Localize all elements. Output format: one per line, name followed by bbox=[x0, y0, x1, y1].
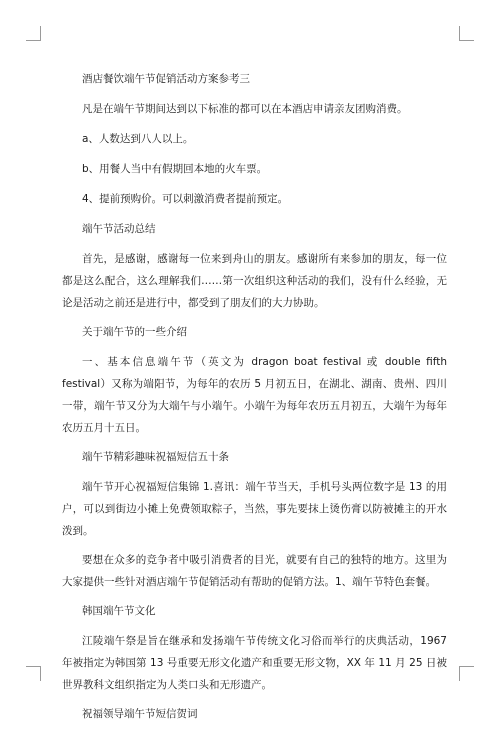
document-body bbox=[62, 68, 447, 733]
section-heading: 端午节活动总结 bbox=[82, 223, 156, 235]
crop-mark-top-left bbox=[26, 26, 41, 41]
paragraph: 要想在众多的竞争者中吸引消费者的目光，就要有自己的独特的地方。这里为大家提供一些针对酒店端午节促销活动有帮助的促销方法。1、端午节特色套餐。 bbox=[62, 554, 447, 588]
document-title: 酒店餐饮端午节促销活动方案参考三 bbox=[82, 73, 250, 85]
section-heading: 韩国端午节文化 bbox=[82, 605, 156, 617]
paragraph: 一、基本信息端午节（英文为 dragon boat festival 或 double fifth festival）又称为端阳节，为每年的农历 5 月初五日，在湖北、湖南、贵州、四川一带，端午节又分为大端午与小端午。小端午为每年农历五月初五，大端午为每年农历五月十五日。 bbox=[62, 356, 447, 434]
paragraph: 江陵端午祭是旨在继承和发扬端午节传统文化习俗而举行的庆典活动，1967 年被指定为韩国第 13 号重要无形文化遗产和重要无形文物，XX 年 11 月 25 日被世界教科文组织指定为人类口头和无形遗产。 bbox=[62, 635, 447, 691]
section-heading: 祝福领导端午节短信贺词 bbox=[82, 708, 198, 720]
crop-mark-bottom-right bbox=[459, 666, 474, 681]
section-heading: 关于端午节的一些介绍 bbox=[82, 326, 187, 338]
crop-mark-bottom-left bbox=[26, 666, 41, 681]
paragraph: 首先，是感谢，感谢每一位来到舟山的朋友。感谢所有来参加的朋友，每一位都是这么配合，这么理解我们……第一次组织这种活动的我们，没有什么经验，无论是活动之前还是进行中，都受到了朋友们的大力协助。 bbox=[62, 253, 447, 309]
paragraph: a、人数达到八人以上。 bbox=[82, 133, 194, 145]
paragraph: 凡是在端午节期间达到以下标准的都可以在本酒店申请亲友团购消费。 bbox=[82, 103, 408, 115]
paragraph: b、用餐人当中有假期回本地的火车票。 bbox=[82, 163, 268, 175]
crop-mark-top-right bbox=[459, 26, 474, 41]
paragraph: 端午节开心祝福短信集锦 1.喜讯：端午节当天，手机号头两位数字是 13 的用户，可以到街边小摊上免费领取粽子，当然，事先要抹上烫伤膏以防被摊主的开水泼到。 bbox=[62, 481, 447, 537]
section-heading: 端午节精彩趣味祝福短信五十条 bbox=[82, 451, 229, 463]
paragraph: 4、提前预购价。可以刺激消费者提前预定。 bbox=[82, 193, 289, 205]
